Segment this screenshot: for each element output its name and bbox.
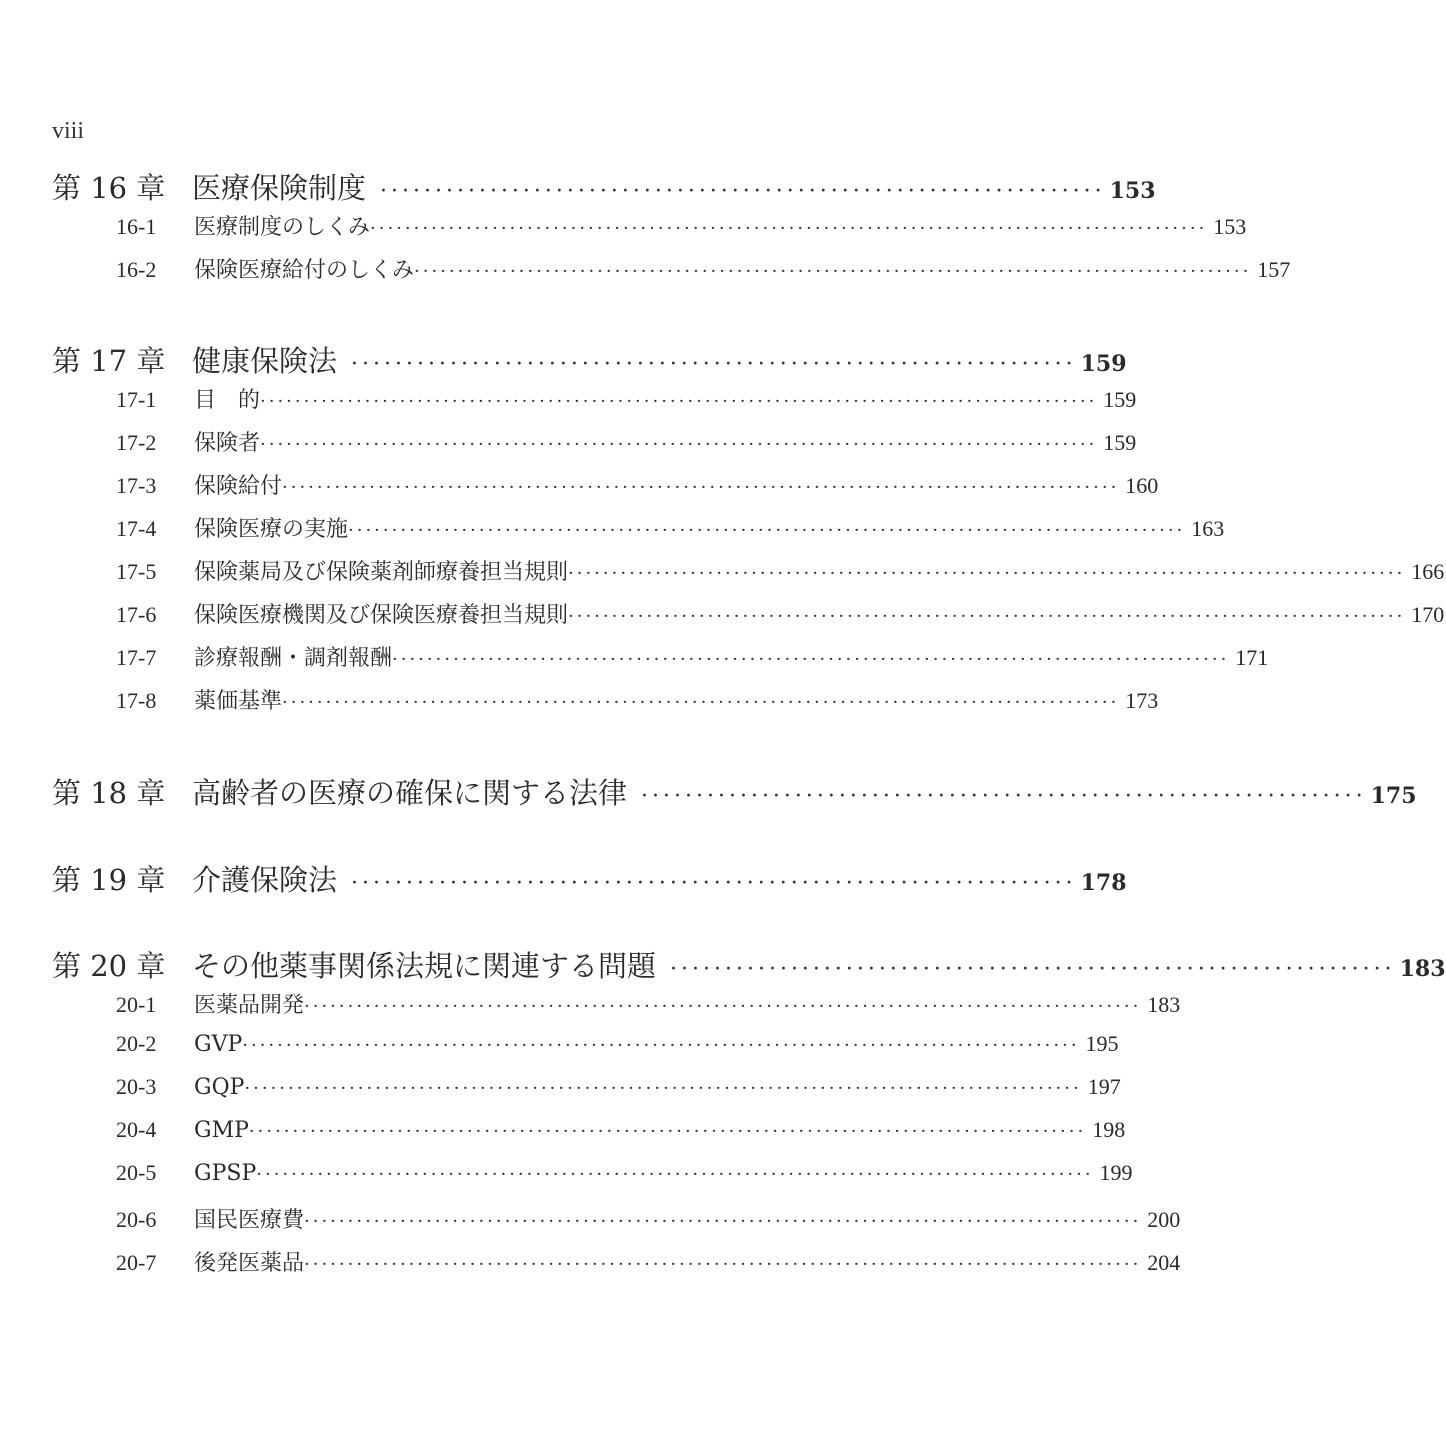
toc-section-17-7[interactable]: [116, 641, 1269, 672]
section-page: 198: [1092, 1117, 1126, 1142]
leader-dots: ································································································: [304, 1211, 1142, 1232]
chapter-title: 介護保険法: [192, 863, 338, 897]
section-page: 159: [1103, 430, 1137, 455]
section-title: 後発医薬品: [194, 1251, 305, 1276]
leader-dots: ································································································: [248, 1121, 1087, 1142]
section-title: 国民医療費: [194, 1208, 305, 1233]
chapter-title: 高齢者の医療の確保に関する法律: [192, 776, 628, 810]
toc-section-20-7[interactable]: [116, 1246, 1181, 1277]
leader-dots: ································································································: [348, 520, 1186, 541]
toc-section-17-8[interactable]: [116, 684, 1159, 715]
leader-dots: ··································································: [380, 179, 1106, 204]
chapter-number: 第 18 章: [52, 776, 166, 810]
section-number: 20-7: [116, 1250, 157, 1275]
leader-dots: ································································································: [304, 996, 1142, 1017]
section-title: 保険者: [194, 431, 261, 456]
section-number: 20-3: [116, 1074, 157, 1099]
chapter-number: 第 19 章: [52, 863, 166, 897]
section-number: 20-4: [116, 1117, 157, 1142]
toc-chapter-20[interactable]: [52, 944, 1446, 985]
toc-section-17-1[interactable]: [116, 383, 1137, 414]
section-page: 173: [1125, 688, 1159, 713]
toc-section-20-6[interactable]: [116, 1203, 1181, 1234]
toc-section-16-1[interactable]: [116, 210, 1247, 241]
section-page: 166: [1411, 559, 1445, 584]
section-page: 195: [1085, 1031, 1119, 1056]
leader-dots: ································································································: [392, 649, 1230, 670]
toc-chapter-18[interactable]: [52, 771, 1417, 812]
section-number: 17-7: [116, 645, 157, 670]
chapter-number: 第 16 章: [52, 171, 166, 205]
section-page: 159: [1103, 387, 1137, 412]
chapter-page: 153: [1109, 178, 1156, 204]
section-title: 目 的: [194, 388, 261, 413]
toc-section-17-3[interactable]: [116, 469, 1159, 500]
leader-dots: ··································································: [351, 352, 1077, 377]
section-title: 薬価基準: [194, 689, 283, 714]
toc-section-20-5[interactable]: [116, 1160, 1133, 1186]
toc-section-17-5[interactable]: [116, 555, 1445, 586]
section-title: GVP: [194, 1032, 243, 1057]
section-number: 17-6: [116, 602, 157, 627]
section-title: 診療報酬・調剤報酬: [194, 646, 393, 671]
chapter-page: 178: [1080, 870, 1127, 896]
section-title: 保険医療の実施: [194, 517, 349, 542]
chapter-page: 159: [1080, 351, 1127, 377]
section-number: 20-2: [116, 1031, 157, 1056]
section-title: GQP: [194, 1075, 245, 1100]
leader-dots: ································································································: [256, 1164, 1094, 1185]
section-number: 17-3: [116, 473, 157, 498]
section-title: 医療制度のしくみ: [194, 215, 371, 240]
section-page: 197: [1087, 1074, 1121, 1099]
section-page: 204: [1147, 1250, 1181, 1275]
page-number: viii: [52, 118, 85, 144]
section-page: 200: [1147, 1207, 1181, 1232]
toc-section-16-2[interactable]: [116, 253, 1291, 284]
section-title: 医薬品開発: [194, 993, 305, 1018]
section-number: 20-6: [116, 1207, 157, 1232]
section-page: 170: [1411, 602, 1445, 627]
section-title: 保険医療機関及び保険医療養担当規則: [194, 603, 569, 628]
section-number: 17-2: [116, 430, 157, 455]
toc-section-17-4[interactable]: [116, 512, 1225, 543]
leader-dots: ································································································: [414, 261, 1252, 282]
section-title: GPSP: [194, 1161, 257, 1186]
toc-section-20-2[interactable]: [116, 1031, 1119, 1057]
section-page: 153: [1213, 214, 1247, 239]
toc-chapter-16[interactable]: [52, 166, 1156, 207]
leader-dots: ································································································: [244, 1078, 1082, 1099]
chapter-number: 第 20 章: [52, 949, 166, 983]
section-title: 保険給付: [194, 474, 283, 499]
section-number: 20-5: [116, 1160, 157, 1185]
leader-dots: ································································································: [282, 477, 1120, 498]
section-number: 17-5: [116, 559, 157, 584]
leader-dots: ································································································: [282, 692, 1120, 713]
toc-section-20-1[interactable]: [116, 988, 1181, 1019]
section-title: 保険薬局及び保険薬剤師療養担当規則: [194, 560, 569, 585]
section-page: 199: [1099, 1160, 1133, 1185]
section-page: 171: [1235, 645, 1269, 670]
leader-dots: ································································································: [260, 434, 1098, 455]
section-page: 163: [1191, 516, 1225, 541]
section-number: 16-1: [116, 214, 157, 239]
section-page: 183: [1147, 992, 1181, 1017]
section-number: 20-1: [116, 992, 157, 1017]
leader-dots: ··································································: [351, 871, 1077, 896]
toc-section-17-2[interactable]: [116, 426, 1137, 457]
section-number: 17-4: [116, 516, 157, 541]
section-number: 16-2: [116, 257, 157, 282]
chapter-number: 第 17 章: [52, 344, 166, 378]
leader-dots: ································································································: [370, 218, 1208, 239]
leader-dots: ··································································: [641, 784, 1367, 809]
chapter-page: 183: [1399, 956, 1446, 982]
section-title: 保険医療給付のしくみ: [194, 258, 415, 283]
leader-dots: ································································································: [304, 1254, 1142, 1275]
toc-section-17-6[interactable]: [116, 598, 1445, 629]
leader-dots: ································································································: [568, 606, 1406, 627]
section-number: 17-8: [116, 688, 157, 713]
section-title: GMP: [194, 1118, 249, 1143]
toc-chapter-19[interactable]: [52, 858, 1127, 899]
section-page: 160: [1125, 473, 1159, 498]
leader-dots: ································································································: [568, 563, 1406, 584]
leader-dots: ································································································: [242, 1035, 1080, 1056]
section-number: 17-1: [116, 387, 157, 412]
chapter-title: 健康保険法: [192, 344, 338, 378]
chapter-page: 175: [1370, 783, 1417, 809]
chapter-title: その他薬事関係法規に関連する問題: [192, 949, 657, 983]
toc-chapter-17[interactable]: [52, 339, 1127, 380]
leader-dots: ··································································: [670, 957, 1396, 982]
chapter-title: 医療保険制度: [192, 171, 367, 205]
toc-section-20-4[interactable]: [116, 1117, 1126, 1143]
section-page: 157: [1257, 257, 1291, 282]
toc-section-20-3[interactable]: [116, 1074, 1121, 1100]
leader-dots: ································································································: [260, 391, 1098, 412]
